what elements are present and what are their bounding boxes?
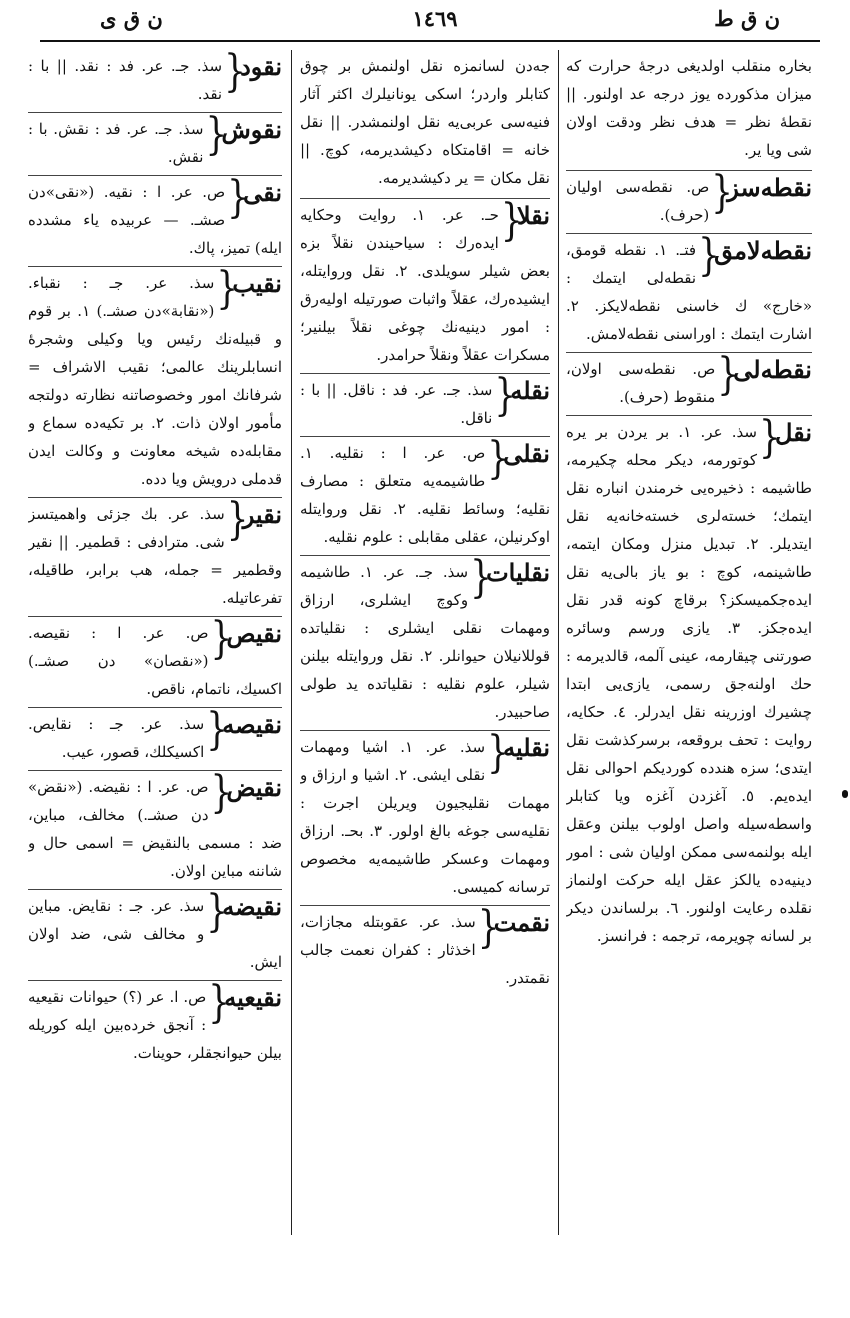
dictionary-entry bbox=[300, 558, 550, 731]
page-number: ١٤٦٩ bbox=[412, 6, 458, 31]
dictionary-entry bbox=[28, 773, 282, 890]
dictionary-entry bbox=[28, 269, 282, 498]
continued-text: جه‌دن لسانمزه نقل اولنمش بر چوق كتابلر واردر؛ اسكى يونانيلرك اكثر آثار فنيه‌سى عربى‌يه نقل اولنمشدر. || نقل خانه = اقامتكاه دكيشديرمه، كوچ. || نقل مكان = ير دكيشديرمه. bbox=[300, 52, 550, 199]
dictionary-entry bbox=[28, 178, 282, 267]
margin-mark bbox=[842, 790, 848, 798]
dictionary-entry bbox=[28, 892, 282, 981]
headword: نقليات { bbox=[470, 558, 550, 588]
dictionary-entry bbox=[28, 52, 282, 113]
headword: نقطه‌لى { bbox=[717, 355, 812, 385]
column-left bbox=[28, 52, 282, 1232]
headword: نقيب { bbox=[216, 269, 282, 299]
headword: نقلى { bbox=[487, 439, 550, 469]
definition: فتـ. ١. نقطه قومق، نقطه‌لى ايتمك : «خارج» ك خاسنى نقطه‌لايكز. ٢. اشارت ايتمك : اوراسنى نقطه‌لامش. bbox=[566, 241, 812, 343]
definition: ص. نقطه‌سى اوليان (حرف). bbox=[566, 178, 710, 224]
dictionary-entry bbox=[566, 355, 812, 416]
definition: حـ. عر. ١. روايت وحكايه ايدەرك : سياحيندن نقلاً بزه بعض شيلر سويلدى. ٢. نقل وروايتله، ايشيده‌رك، عقلاً واثبات صورتيله اوليه‌رق : امور دينيه‌نك چوغى نقلاً بيلنير؛ مسكرات عقلاً ونقلاً حرامدر. bbox=[300, 206, 550, 364]
dictionary-entry bbox=[28, 619, 282, 708]
headword: نقيعيه { bbox=[208, 983, 282, 1013]
definition: سذ. عر. عقوبتله مجازات، اخذثار : كفران نعمت جالب نقمتدر. bbox=[300, 913, 550, 987]
definition: سذ. جـ. عر. ١. طاشيمه وكوچ ايشلرى، ارزاق ومهمات نقلى ايشلرى : نقلياتده قوللانيلان حيوانلر. ٢. نقل وروايتله بيلنن شيلر، علوم نقليه : نقلياتده يد طولى صاحبيدر. bbox=[300, 563, 550, 721]
dictionary-entry bbox=[28, 500, 282, 617]
headword: نقيضه { bbox=[206, 892, 282, 922]
dictionary-entry bbox=[300, 908, 550, 996]
headword: نقطه‌لامق { bbox=[698, 236, 812, 266]
definition: ص. ا. عر (؟) حيوانات نقيعيه : آنجق خرده‌بين ايله كوريله بيلن حيوانجقلر، حوينات. bbox=[28, 988, 282, 1062]
dictionary-entry bbox=[300, 376, 550, 437]
definition: سذ. عر. بك جزئى واهميتسز شى. مترادفى : قطمير. || نقير وقطمير = جمله، هب برابر، طاقيله، تفرعاتيله. bbox=[28, 505, 282, 607]
definition: ص. عر. ا : نقيه. («نقى»دن صشـ. — عربيده ياء مشدده ايله) تميز، پاك. bbox=[28, 183, 282, 257]
page-header bbox=[40, 0, 820, 42]
dictionary-entry bbox=[566, 236, 812, 353]
dictionary-entry bbox=[28, 710, 282, 771]
dictionary-entry bbox=[28, 115, 282, 176]
definition: سذ. عر. ١. اشيا ومهمات نقلى ايشى. ٢. اشيا و ارزاق و مهمات نقليجيون ويريلن اجرت : نقليه‌سى جوغه بالغ اولور. ٣. بحـ. ارزاق ومهمات وعسكر طاشيمه‌يه مخصوص ترسانه كميسى. bbox=[300, 738, 550, 896]
definition: ص. عر. ا : نقليه. ١. طاشيمه‌يه متعلق : مصارف نقليه؛ وسائط نقليه. ٢. نقل وروايتله اوكرنيلن، عقلى مقابلى : علوم نقليه. bbox=[300, 444, 550, 546]
headword: نقليه { bbox=[487, 733, 550, 763]
headword: نقيض { bbox=[211, 773, 282, 803]
dictionary-entry bbox=[566, 173, 812, 234]
header-letters-left: ن ق ى bbox=[100, 6, 163, 31]
definition: سذ. عر. جـ : نقباء. («نقابة»دن صشـ.) ١. بر قوم و قبيله‌نك رئيس ويا وكيلى وشجرهٔ انسابلرينك عالمى؛ نقيب الاشراف = شرفانك امور وخصوصاتنه نظارته دولتجه مأمور اولان ذات. ٢. بر تكيه‌ده سماع و مقابله‌ده شيخه معاونت و وكالت ايدن قدملى درويش ويا دده. bbox=[28, 274, 282, 488]
headword: نقيص { bbox=[211, 619, 282, 649]
dictionary-entry bbox=[28, 983, 282, 1071]
definition: ص. عر. ا : نقيصه. («نقصان» دن صشـ.) اكسيك، ناتمام، ناقص. bbox=[28, 624, 282, 698]
dictionary-entry bbox=[300, 201, 550, 374]
definition: ص. نقطه‌سى اولان، منقوط (حرف). bbox=[566, 360, 716, 406]
column-right bbox=[566, 52, 812, 1232]
definition: سذ. عر. جـ : نقايض. مباين و مخالف شى، ضد اولان ايش. bbox=[28, 897, 282, 971]
definition: سذ. عر. ١. بر يردن بر يره كوتورمه، ديكر محله چكيرمه، طاشيمه : ذخيره‌يى خرمندن انباره نقل ايتمك؛ خسته‌لرى خسته‌خانه‌يه نقل ايتديلر. ٢. تبديل منزل ومكان ايتمه، طاشينمه، كوچ : بو ياز بالى‌يه نقل ايده‌جكميسكز؟ برقاچ كونه قدر نقل ايده‌جكز. ٣. يازى ورسم وسائره صورتنى چيقارمه، عينى آلمه، قالديرمه : حك اولنه‌جق رسمى، يازى‌يى ابتدا چشيرك اوزرينه نقل ايدرلر. ٤. حكايه، روايت : تحف بروقعه، برسركذشت نقل ايتدى؛ سزه هندده كورديكم احوالى نقل ايده‌يم. ٥. آغزدن آغزه ويا كتابلر واسطه‌سيله واصل اولوب بيلنن وعقل ايله بولنمه‌سى ممكن اوليان شى : امور دينيه‌ده يالكز عقل ايله حركت اولنماز نقلده رعايت اولنور. ٦. برلساندن ديكر بر لسانه چويرمه، ترجمه : فرانسز. bbox=[566, 423, 812, 945]
header-letters-right: ن ق ط bbox=[714, 6, 780, 31]
definition: سذ. جـ. عر. فد : نقش. با : نقش. bbox=[28, 120, 204, 166]
headword: نقلا { bbox=[501, 201, 550, 231]
definition: سذ. عر. جـ : نقايص. اكسيكلك، قصور، عيب. bbox=[28, 715, 205, 761]
dictionary-entry bbox=[300, 439, 550, 556]
continued-text: بخاره منقلب اولديغى درجهٔ حرارت كه ميزان مذكورده يوز درجه عد اولنور. || نقطهٔ نظر = هدف نظر ودقت اولان شى ويا ير. bbox=[566, 52, 812, 171]
headword: نقطه‌سز { bbox=[711, 173, 812, 203]
headword: نقله { bbox=[494, 376, 550, 406]
definition: سذ. جـ. عر. فد : ناقل. || با : ناقل. bbox=[300, 381, 493, 427]
headword: نقى { bbox=[227, 178, 282, 208]
headword: نقود { bbox=[224, 52, 282, 82]
column-middle bbox=[300, 52, 550, 1232]
headword: نقمت { bbox=[478, 908, 550, 938]
definition: سذ. جـ. عر. فد : نقد. || با : نقد. bbox=[28, 57, 223, 103]
column-divider-right bbox=[558, 50, 559, 1235]
dictionary-entry bbox=[566, 418, 812, 954]
column-divider-left bbox=[291, 50, 292, 1235]
definition: ص. عر. ا : نقيضه. («نقض» دن صشـ.) مخالف، مباين، ضد : مسمى بالنقيض = اسمى حال و شاننه مباين اولان. bbox=[28, 778, 282, 880]
headword: نقل { bbox=[759, 418, 812, 448]
headword: نقيصه { bbox=[206, 710, 282, 740]
headword: نقير { bbox=[227, 500, 282, 530]
dictionary-entry bbox=[300, 733, 550, 906]
headword: نقوش { bbox=[205, 115, 282, 145]
